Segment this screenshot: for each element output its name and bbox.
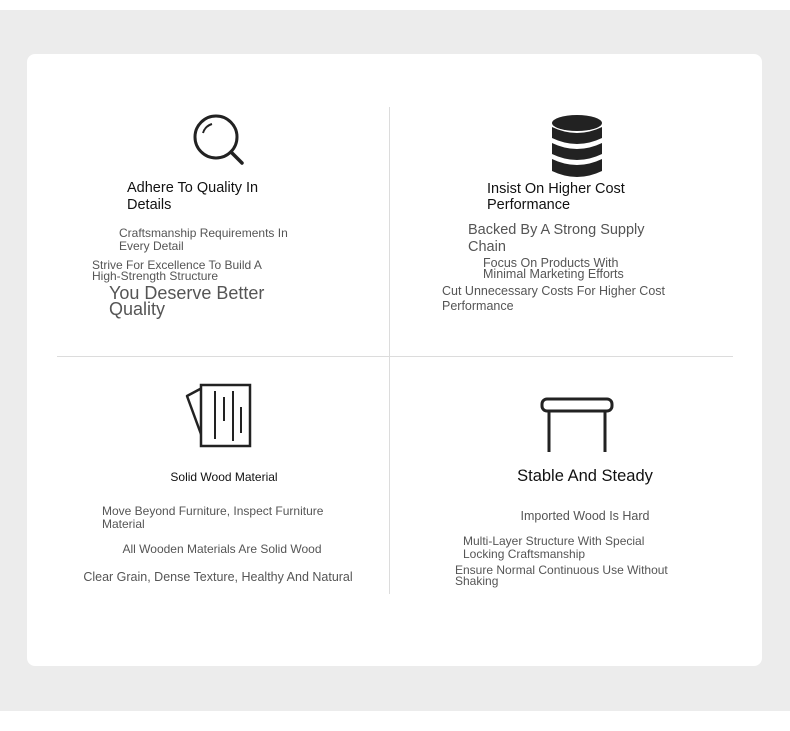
feature-line-stable-3: Ensure Normal Continuous Use Without Shaking xyxy=(455,563,668,588)
magnifier-icon xyxy=(190,112,248,168)
feature-line-quality-1: Craftsmanship Requirements In Every Detail xyxy=(119,226,288,253)
feature-title-stable: Stable And Steady xyxy=(517,467,653,485)
feature-title-quality: Adhere To Quality In Details xyxy=(127,180,259,213)
feature-line-cost-3: Cut Unnecessary Costs For Higher Cost Performance xyxy=(442,284,665,313)
horizontal-divider xyxy=(57,356,733,357)
feature-line-wood-1: Move Beyond Furniture, Inspect Furniture Material xyxy=(102,504,324,531)
feature-title-wood: Solid Wood Material xyxy=(170,470,278,484)
wood-planks-icon xyxy=(184,383,254,449)
feature-line-wood-2: All Wooden Materials Are Solid Wood xyxy=(122,542,322,556)
stool-icon xyxy=(538,396,616,454)
feature-line-cost-1: Backed By A Strong Supply Chain xyxy=(468,222,645,255)
feature-line-stable-1: Imported Wood Is Hard xyxy=(520,509,650,523)
feature-line-stable-2: Multi-Layer Structure With Special Locking Craftsmanship xyxy=(463,534,645,561)
feature-line-quality-2: Strive For Excellence To Build A High-Strength Structure xyxy=(92,258,262,283)
feature-line-wood-3: Clear Grain, Dense Texture, Healthy And Natural xyxy=(83,570,353,584)
feature-title-cost: Insist On Higher Cost Performance xyxy=(487,181,625,213)
feature-line-cost-2: Focus On Products With Minimal Marketing Efforts xyxy=(483,256,624,281)
vertical-divider xyxy=(389,107,390,594)
database-stack-icon xyxy=(550,113,604,183)
feature-line-quality-3: You Deserve Better Quality xyxy=(109,283,265,319)
